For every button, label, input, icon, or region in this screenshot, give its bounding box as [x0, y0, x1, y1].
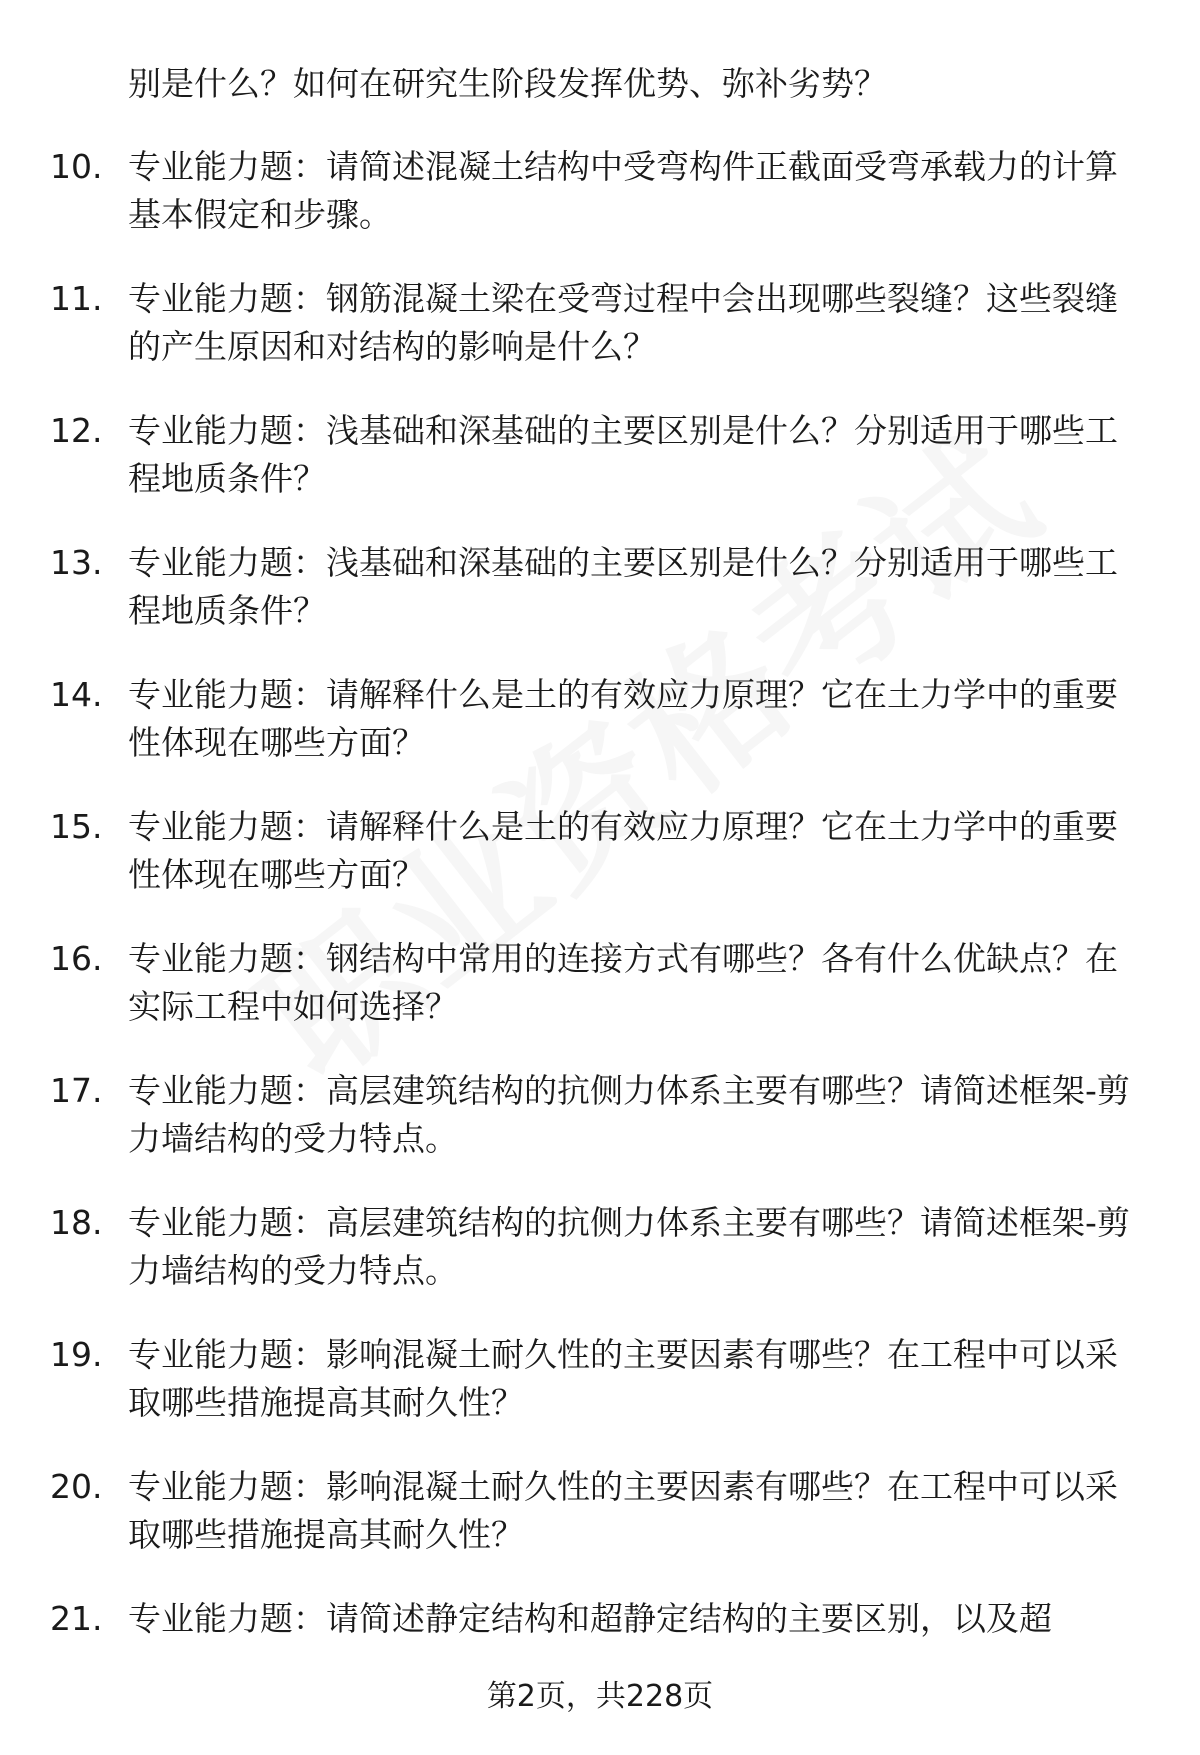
question-text: 专业能力题：钢筋混凝土梁在受弯过程中会出现哪些裂缝？这些裂缝的产生原因和对结构的影响是什么？ — [128, 279, 1118, 366]
question-text: 专业能力题：影响混凝土耐久性的主要因素有哪些？在工程中可以采取哪些措施提高其耐久性？ — [128, 1335, 1118, 1422]
question-text: 专业能力题：高层建筑结构的抗侧力体系主要有哪些？请简述框架-剪力墙结构的受力特点。 — [128, 1071, 1130, 1158]
question-item — [0, 1067, 1200, 1199]
question-number: 16. — [50, 939, 103, 978]
question-item — [0, 407, 1200, 539]
page-footer: 第2页，共228页 — [486, 1679, 714, 1714]
question-item — [0, 671, 1200, 803]
question-number: 13. — [50, 543, 103, 582]
question-text: 专业能力题：浅基础和深基础的主要区别是什么？分别适用于哪些工程地质条件？ — [128, 411, 1118, 498]
question-number: 19. — [50, 1335, 103, 1374]
question-item — [0, 539, 1200, 671]
question-number: 17. — [50, 1071, 103, 1110]
question-item — [0, 1331, 1200, 1463]
question-item — [0, 143, 1200, 275]
question-text: 专业能力题：影响混凝土耐久性的主要因素有哪些？在工程中可以采取哪些措施提高其耐久性？ — [128, 1467, 1118, 1554]
question-item — [0, 935, 1200, 1067]
question-text: 专业能力题：请解释什么是土的有效应力原理？它在土力学中的重要性体现在哪些方面？ — [128, 807, 1118, 894]
question-number: 11. — [50, 279, 103, 318]
question-item — [0, 1199, 1200, 1331]
question-text: 专业能力题：请简述混凝土结构中受弯构件正截面受弯承载力的计算基本假定和步骤。 — [128, 147, 1118, 234]
question-text: 专业能力题：高层建筑结构的抗侧力体系主要有哪些？请简述框架-剪力墙结构的受力特点。 — [128, 1203, 1130, 1290]
question-text: 专业能力题：请解释什么是土的有效应力原理？它在土力学中的重要性体现在哪些方面？ — [128, 675, 1118, 762]
question-number: 14. — [50, 675, 103, 714]
question-number: 12. — [50, 411, 103, 450]
question-item — [0, 1463, 1200, 1595]
question-text: 专业能力题：请简述静定结构和超静定结构的主要区别，以及超 — [128, 1599, 1052, 1638]
continuation-text: 别是什么？如何在研究生阶段发挥优势、弥补劣势？ — [128, 64, 887, 103]
question-list — [0, 143, 1200, 1727]
question-text: 专业能力题：钢结构中常用的连接方式有哪些？各有什么优缺点？在实际工程中如何选择？ — [128, 939, 1118, 1026]
question-number: 21. — [50, 1599, 103, 1638]
question-item — [0, 275, 1200, 407]
question-number: 15. — [50, 807, 103, 846]
question-number: 10. — [50, 147, 103, 186]
question-number: 20. — [50, 1467, 103, 1506]
question-text: 专业能力题：浅基础和深基础的主要区别是什么？分别适用于哪些工程地质条件？ — [128, 543, 1118, 630]
question-number: 18. — [50, 1203, 103, 1242]
question-item — [0, 803, 1200, 935]
